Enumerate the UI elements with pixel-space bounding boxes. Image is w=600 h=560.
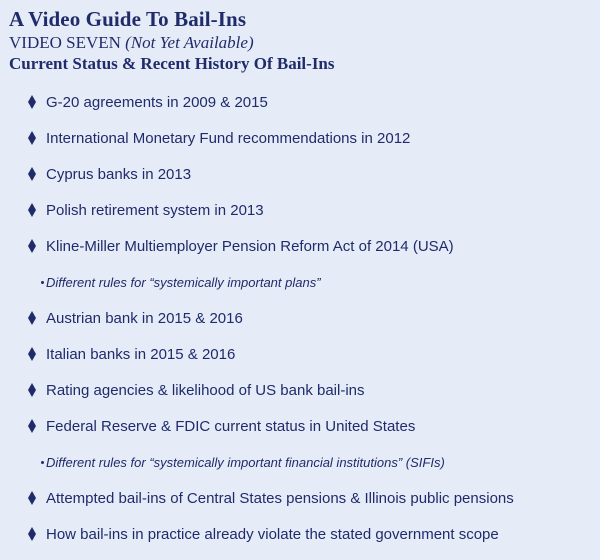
bullet-dot-icon [41, 281, 44, 284]
bullet-dot-icon [41, 461, 44, 464]
list-item [0, 336, 600, 372]
diamond-bullet-icon [28, 167, 36, 181]
diamond-bullet-icon [28, 239, 36, 253]
list-item-label: G-20 agreements in 2009 & 2015 [46, 93, 268, 111]
list-item [0, 228, 600, 264]
list-subitem-label: Different rules for “systemically important financial institutions” (SIFIs) [46, 454, 445, 470]
diamond-bullet-icon [28, 311, 36, 325]
list-item-label: Kline-Miller Multiemployer Pension Reform Act of 2014 (USA) [46, 237, 454, 255]
diamond-bullet-icon [28, 383, 36, 397]
header [9, 6, 335, 75]
diamond-bullet-icon [28, 491, 36, 505]
video-subtitle [9, 32, 335, 53]
video-label: VIDEO SEVEN [9, 33, 121, 52]
list-item-label: Attempted bail-ins of Central States pensions & Illinois public pensions [46, 489, 514, 507]
list-subitem [0, 264, 600, 300]
list-item [0, 480, 600, 516]
list-item-label: Cyprus banks in 2013 [46, 165, 192, 183]
list-subitem [0, 444, 600, 480]
list-item-label: Rating agencies & likelihood of US bank bail-ins [46, 381, 365, 399]
list-item [0, 408, 600, 444]
availability-note: (Not Yet Available) [125, 33, 254, 52]
diamond-bullet-icon [28, 95, 36, 109]
list-item [0, 300, 600, 336]
list-item-label: Italian banks in 2015 & 2016 [46, 345, 236, 363]
list-item [0, 84, 600, 120]
list-item [0, 120, 600, 156]
list-subitem-label: Different rules for “systemically important plans” [46, 274, 321, 290]
diamond-bullet-icon [28, 527, 36, 541]
list-item-label: How bail-ins in practice already violate the stated government scope [46, 525, 499, 543]
list-item [0, 192, 600, 228]
diamond-bullet-icon [28, 203, 36, 217]
list-item [0, 372, 600, 408]
diamond-bullet-icon [28, 131, 36, 145]
list-item-label: Federal Reserve & FDIC current status in United States [46, 417, 416, 435]
topic-list [0, 84, 600, 552]
section-title: Current Status & Recent History Of Bail-Ins [9, 54, 335, 73]
page-title: A Video Guide To Bail-Ins [9, 7, 247, 31]
diamond-bullet-icon [28, 419, 36, 433]
list-item-label: Polish retirement system in 2013 [46, 201, 264, 219]
diamond-bullet-icon [28, 347, 36, 361]
list-item-label: International Monetary Fund recommendations in 2012 [46, 129, 411, 147]
list-item [0, 516, 600, 552]
list-item-label: Austrian bank in 2015 & 2016 [46, 309, 243, 327]
list-item [0, 156, 600, 192]
